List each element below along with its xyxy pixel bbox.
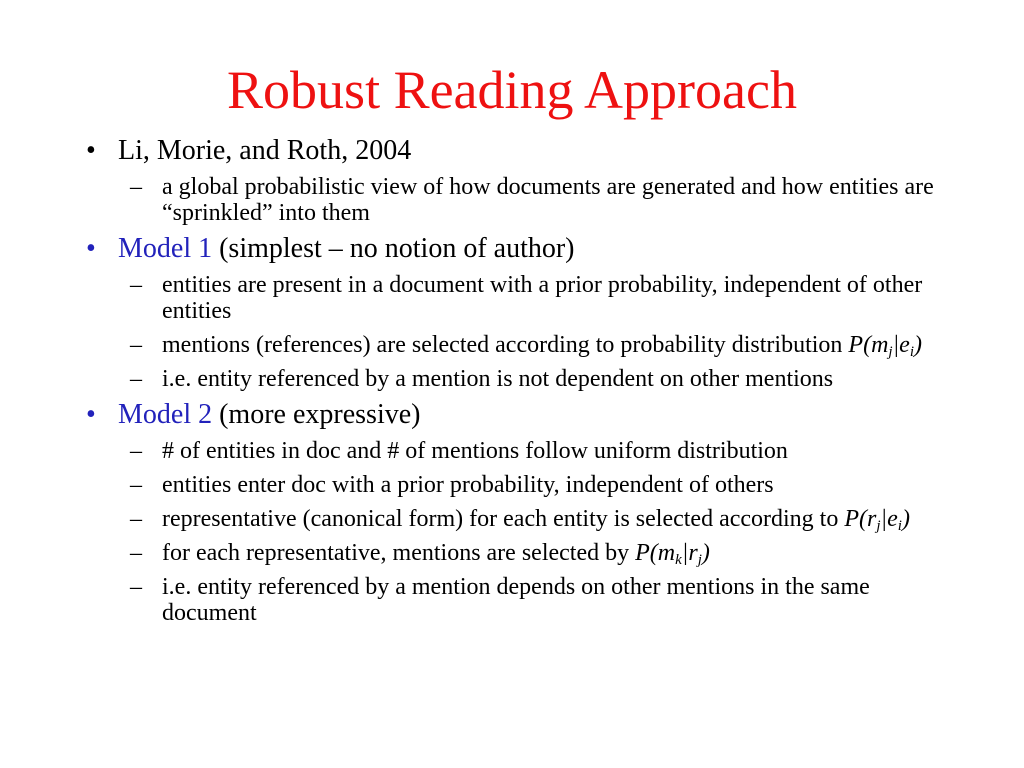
formula-subscript: j <box>888 344 893 360</box>
dash-marker: – <box>130 506 142 532</box>
sub-bullet <box>80 174 960 226</box>
dash-marker: – <box>130 472 142 498</box>
sub-bullet <box>80 540 960 566</box>
dash-marker: – <box>130 332 142 358</box>
sub-bullet <box>80 506 960 532</box>
model-label: Model 2 <box>118 399 213 430</box>
formula-head: P(m <box>848 332 889 358</box>
bullet-citation <box>80 136 960 166</box>
sub-bullet-text: # of entities in doc and # of mentions follow uniform distribution <box>162 438 788 464</box>
sub-bullet <box>80 272 960 324</box>
slide-title: Robust Reading Approach <box>227 60 797 120</box>
formula-close: ) <box>701 540 710 566</box>
sub-bullet-text: entities enter doc with a prior probability, independent of others <box>162 472 774 498</box>
sub-bullet-text: representative (canonical form) for each entity is selected according to <box>162 506 845 532</box>
sub-bullet <box>80 366 960 392</box>
formula-separator: |r <box>681 540 698 566</box>
bullet-text: (simplest – no notion of author) <box>212 233 575 264</box>
sub-bullet <box>80 332 960 358</box>
sub-bullet <box>80 574 960 626</box>
formula-subscript: i <box>897 518 902 534</box>
slide-content <box>80 128 960 626</box>
bullet-text: Li, Morie, and Roth, 2004 <box>118 135 412 166</box>
formula-subscript: j <box>876 518 881 534</box>
formula-separator: |e <box>880 506 898 532</box>
formula-head: P(r <box>844 506 877 532</box>
formula-separator: |e <box>892 332 910 358</box>
sub-bullet <box>80 438 960 464</box>
sub-bullet-text: i.e. entity referenced by a mention is not dependent on other mentions <box>162 366 834 392</box>
formula-subscript: j <box>697 552 702 568</box>
formula-close: ) <box>901 506 910 532</box>
sub-bullet-text: entities are present in a document with a prior probability, independent of other entities <box>162 272 923 324</box>
formula-subscript: i <box>909 344 914 360</box>
bullet-marker: • <box>86 399 96 430</box>
bullet-marker: • <box>86 135 96 166</box>
sub-bullet-text: mentions (references) are selected according to probability distribution <box>162 332 849 358</box>
dash-marker: – <box>130 540 142 566</box>
formula <box>848 332 922 358</box>
dash-marker: – <box>130 438 142 464</box>
sub-bullet-text: for each representative, mentions are selected by <box>162 540 636 566</box>
formula-subscript: k <box>675 552 682 568</box>
bullet-marker: • <box>86 233 96 264</box>
dash-marker: – <box>130 174 142 200</box>
sub-bullet-text: i.e. entity referenced by a mention depends on other mentions in the same document <box>162 574 870 626</box>
bullet-model-1 <box>80 234 960 264</box>
formula <box>635 540 710 566</box>
dash-marker: – <box>130 272 142 298</box>
dash-marker: – <box>130 574 142 600</box>
dash-marker: – <box>130 366 142 392</box>
bullet-model-2 <box>80 400 960 430</box>
sub-bullet <box>80 472 960 498</box>
model-label: Model 1 <box>118 233 213 264</box>
sub-bullet-text: a global probabilistic view of how documents are generated and how entities are “sprinkled” into them <box>162 174 934 226</box>
formula <box>844 506 910 532</box>
formula-close: ) <box>914 332 922 358</box>
bullet-text: (more expressive) <box>212 399 421 430</box>
formula-head: P(m <box>635 540 676 566</box>
